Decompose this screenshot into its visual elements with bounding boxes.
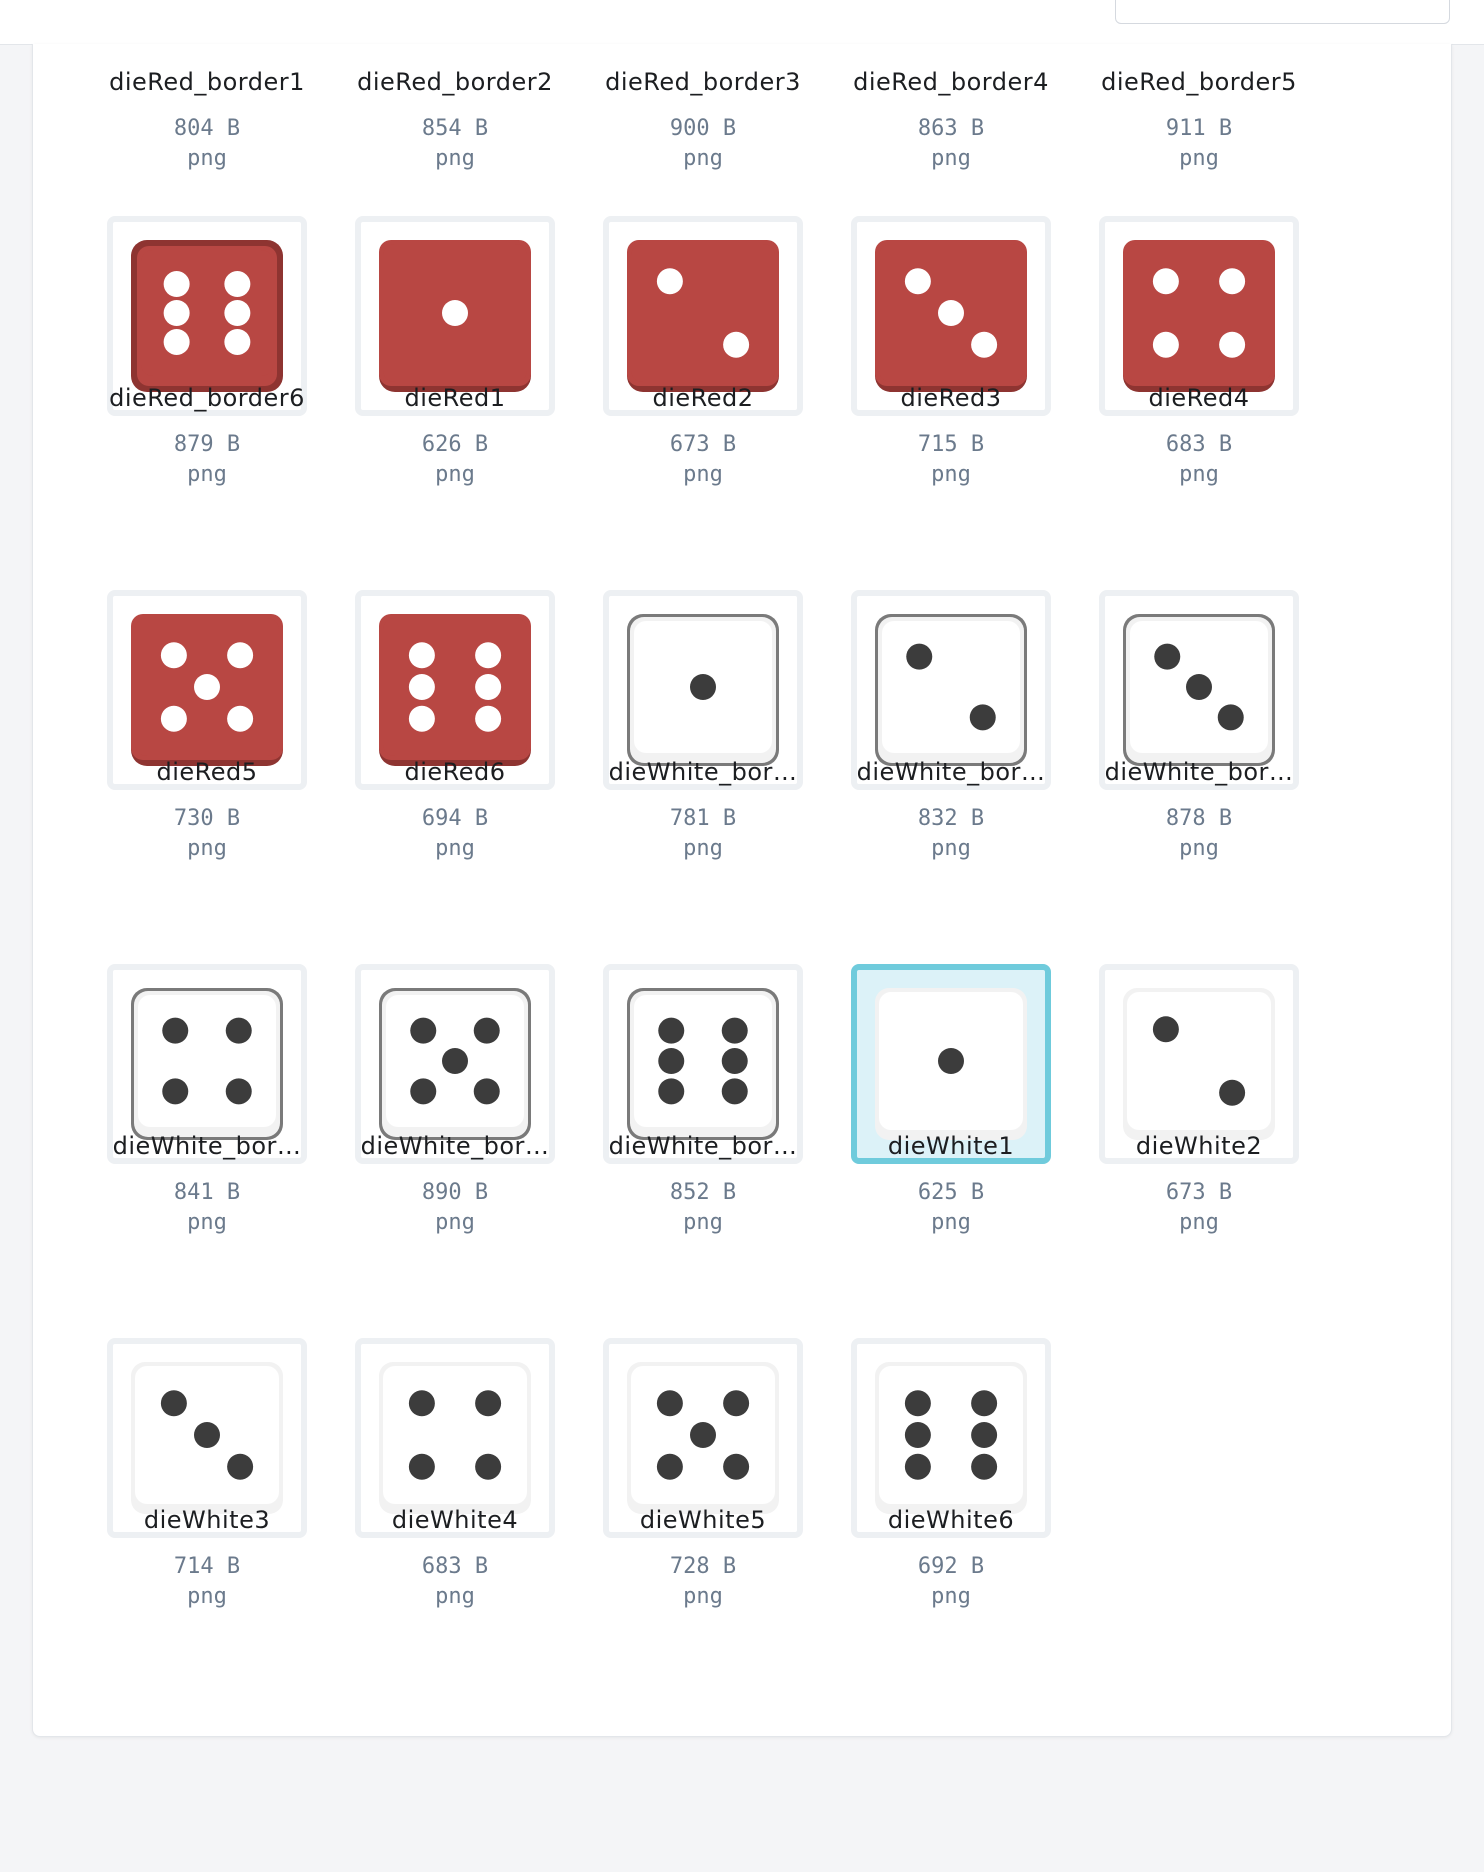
die-pip <box>722 1048 748 1074</box>
white-die-2-icon <box>875 614 1027 766</box>
file-size: 804 B <box>173 116 241 141</box>
die-pip <box>409 1454 435 1480</box>
file-name: dieRed2 <box>652 384 754 412</box>
die-pip <box>162 1018 188 1044</box>
file-type: png <box>683 1584 723 1609</box>
white-die-1-icon <box>627 614 779 766</box>
die-pip <box>474 1018 500 1044</box>
file-name: dieWhite6 <box>887 1506 1015 1534</box>
file-type: png <box>1179 1210 1219 1235</box>
die-pip <box>723 332 749 358</box>
die-pip <box>938 1048 964 1074</box>
die-pip <box>227 642 253 668</box>
file-type: png <box>187 462 227 487</box>
file-size: 728 B <box>669 1554 737 1579</box>
die-pip <box>224 329 250 355</box>
die-pip <box>442 300 468 326</box>
die-pip <box>409 642 435 668</box>
file-name: dieRed3 <box>900 384 1002 412</box>
die-pip <box>475 674 501 700</box>
file-name: dieWhite_bor… <box>856 758 1046 786</box>
die-pip <box>723 1390 749 1416</box>
file-name: dieRed5 <box>156 758 258 786</box>
file-size: 863 B <box>917 116 985 141</box>
file-size: 781 B <box>669 806 737 831</box>
red-die-6-icon <box>379 614 531 766</box>
die-pip <box>657 1454 683 1480</box>
die-pip <box>657 1390 683 1416</box>
file-type: png <box>187 1584 227 1609</box>
file-size: 911 B <box>1165 116 1233 141</box>
file-size: 714 B <box>173 1554 241 1579</box>
die-pip <box>227 706 253 732</box>
file-type: png <box>683 1210 723 1235</box>
die-pip <box>226 1018 252 1044</box>
file-size: 715 B <box>917 432 985 457</box>
red-die-3-icon <box>875 240 1027 392</box>
white-die-4-icon <box>379 1362 531 1514</box>
red-die-4-icon <box>1123 240 1275 392</box>
toolbar-button-cut-off[interactable] <box>1115 0 1450 24</box>
die-pip <box>1153 1016 1179 1042</box>
file-item[interactable] <box>1099 1124 1347 1498</box>
die-pip <box>971 1390 997 1416</box>
file-size: 683 B <box>421 1554 489 1579</box>
file-item[interactable] <box>603 1498 851 1872</box>
file-size: 694 B <box>421 806 489 831</box>
file-type: png <box>683 462 723 487</box>
file-size: 841 B <box>173 1180 241 1205</box>
white-die-1-icon <box>875 988 1027 1140</box>
file-name: dieWhite_bor… <box>1104 758 1294 786</box>
file-name: dieWhite1 <box>887 1132 1015 1160</box>
die-pip <box>971 1422 997 1448</box>
file-size: 625 B <box>917 1180 985 1205</box>
file-size: 878 B <box>1165 806 1233 831</box>
file-size: 626 B <box>421 432 489 457</box>
die-pip <box>1219 268 1245 294</box>
white-die-2-icon <box>1123 988 1275 1140</box>
die-pip <box>409 706 435 732</box>
die-pip <box>1154 644 1180 670</box>
die-pip <box>906 644 932 670</box>
file-name: dieRed_border3 <box>605 68 801 96</box>
file-name: dieWhite5 <box>639 1506 767 1534</box>
die-pip <box>1153 268 1179 294</box>
white-die-4-icon <box>131 988 283 1140</box>
die-pip <box>722 1078 748 1104</box>
file-name: dieWhite3 <box>143 1506 271 1534</box>
die-pip <box>971 1454 997 1480</box>
file-size: 683 B <box>1165 432 1233 457</box>
die-pip <box>690 1422 716 1448</box>
file-name: dieWhite_bor… <box>608 1132 798 1160</box>
file-type: png <box>931 146 971 171</box>
file-type: png <box>931 1210 971 1235</box>
file-type: png <box>931 836 971 861</box>
file-type: png <box>435 1210 475 1235</box>
die-pip <box>410 1018 436 1044</box>
red-die-5-icon <box>131 614 283 766</box>
file-type: png <box>931 1584 971 1609</box>
file-size: 832 B <box>917 806 985 831</box>
die-pip <box>164 329 190 355</box>
die-pip <box>658 1048 684 1074</box>
die-pip <box>226 1078 252 1104</box>
die-pip <box>227 1454 253 1480</box>
die-pip <box>161 1390 187 1416</box>
die-pip <box>1219 1080 1245 1106</box>
file-type: png <box>435 1584 475 1609</box>
file-type: png <box>1179 146 1219 171</box>
die-pip <box>1219 332 1245 358</box>
die-pip <box>194 1422 220 1448</box>
file-type: png <box>187 146 227 171</box>
red-die-1-icon <box>379 240 531 392</box>
die-pip <box>970 704 996 730</box>
file-size: 673 B <box>669 432 737 457</box>
file-name: dieWhite_bor… <box>608 758 798 786</box>
file-type: png <box>683 146 723 171</box>
file-name: dieRed1 <box>404 384 506 412</box>
file-name: dieWhite4 <box>391 1506 519 1534</box>
file-name: dieRed6 <box>404 758 506 786</box>
die-pip <box>224 271 250 297</box>
die-pip <box>409 674 435 700</box>
file-size: 854 B <box>421 116 489 141</box>
file-name: dieWhite_bor… <box>112 1132 302 1160</box>
file-type: png <box>1179 462 1219 487</box>
die-pip <box>722 1018 748 1044</box>
die-pip <box>410 1078 436 1104</box>
die-pip <box>475 1454 501 1480</box>
white-die-5-icon <box>627 1362 779 1514</box>
file-size: 879 B <box>173 432 241 457</box>
die-pip <box>905 268 931 294</box>
white-die-6-icon <box>875 1362 1027 1514</box>
top-toolbar <box>0 0 1484 45</box>
die-pip <box>657 268 683 294</box>
file-browser-panel <box>32 44 1452 1737</box>
file-size: 730 B <box>173 806 241 831</box>
file-type: png <box>187 1210 227 1235</box>
die-pip <box>658 1078 684 1104</box>
die-pip <box>658 1018 684 1044</box>
white-die-6-icon <box>627 988 779 1140</box>
die-pip <box>162 1078 188 1104</box>
die-pip <box>442 1048 468 1074</box>
die-pip <box>1153 332 1179 358</box>
file-name: dieRed4 <box>1148 384 1250 412</box>
file-name: dieRed_border6 <box>109 384 305 412</box>
file-name: dieRed_border4 <box>853 68 1049 96</box>
die-pip <box>690 674 716 700</box>
die-pip <box>224 300 250 326</box>
die-pip <box>194 674 220 700</box>
file-type: png <box>1179 836 1219 861</box>
die-pip <box>475 706 501 732</box>
file-name: dieRed_border5 <box>1101 68 1297 96</box>
red-die-2-icon <box>627 240 779 392</box>
file-size: 890 B <box>421 1180 489 1205</box>
die-pip <box>1186 674 1212 700</box>
die-pip <box>475 1390 501 1416</box>
file-size: 900 B <box>669 116 737 141</box>
white-die-5-icon <box>379 988 531 1140</box>
file-name: dieWhite2 <box>1135 1132 1263 1160</box>
white-die-3-icon <box>131 1362 283 1514</box>
die-pip <box>905 1390 931 1416</box>
file-item[interactable] <box>107 1498 355 1872</box>
file-name: dieRed_border1 <box>109 68 305 96</box>
file-name: dieWhite_bor… <box>360 1132 550 1160</box>
file-size: 852 B <box>669 1180 737 1205</box>
die-pip <box>161 642 187 668</box>
die-pip <box>723 1454 749 1480</box>
red-die-6-icon <box>131 240 283 392</box>
file-type: png <box>683 836 723 861</box>
die-pip <box>161 706 187 732</box>
die-pip <box>474 1078 500 1104</box>
file-type: png <box>931 462 971 487</box>
white-die-3-icon <box>1123 614 1275 766</box>
file-type: png <box>435 836 475 861</box>
die-pip <box>475 642 501 668</box>
die-pip <box>905 1454 931 1480</box>
file-item[interactable] <box>851 1498 1099 1872</box>
file-item[interactable] <box>355 1498 603 1872</box>
file-name: dieRed_border2 <box>357 68 553 96</box>
file-type: png <box>435 462 475 487</box>
die-pip <box>905 1422 931 1448</box>
die-pip <box>971 332 997 358</box>
die-pip <box>1218 704 1244 730</box>
file-type: png <box>187 836 227 861</box>
file-size: 692 B <box>917 1554 985 1579</box>
file-size: 673 B <box>1165 1180 1233 1205</box>
file-type: png <box>435 146 475 171</box>
die-pip <box>164 300 190 326</box>
die-pip <box>164 271 190 297</box>
die-pip <box>938 300 964 326</box>
die-pip <box>409 1390 435 1416</box>
